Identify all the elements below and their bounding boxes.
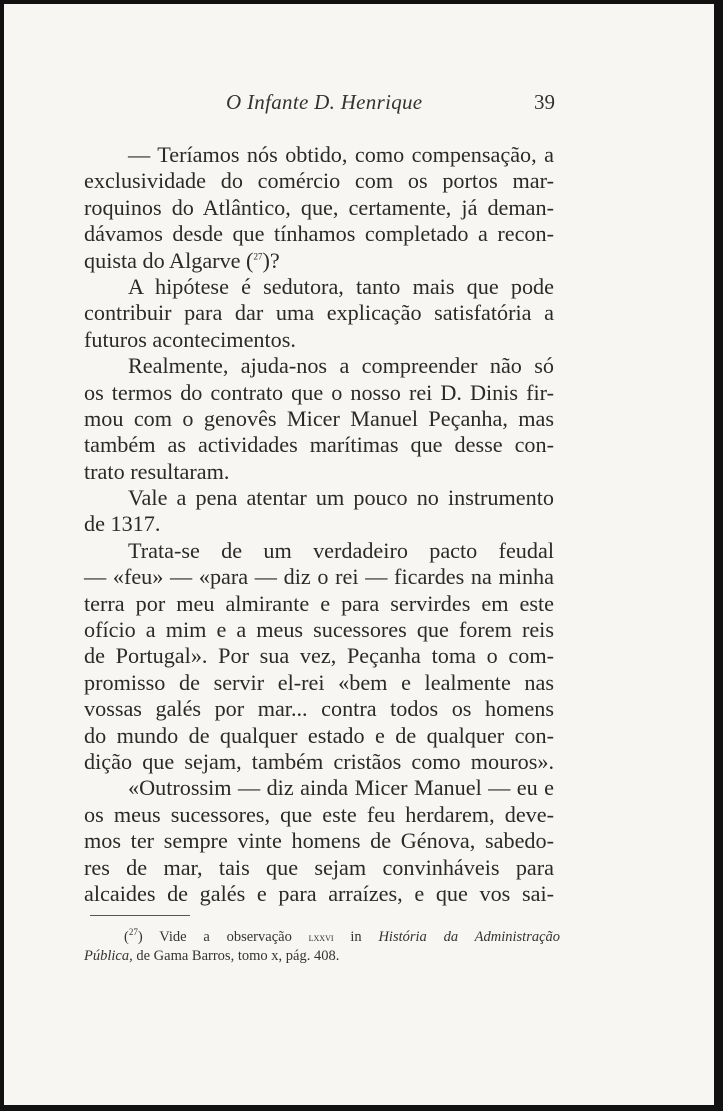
text-line: exclusividade do comércio com os portos mar- — [84, 168, 554, 194]
text-line: contribuir para dar uma explicação satisfatória a — [84, 300, 554, 326]
text-line: dávamos desde que tínhamos completado a recon- — [84, 221, 554, 247]
text-line: vossas galés por mar... contra todos os homens — [84, 696, 554, 722]
text-line: res de mar, tais que sejam convinháveis para — [84, 854, 554, 880]
text-line: Realmente, ajuda-nos a compreender não só — [128, 353, 554, 379]
text-line-with-note — [84, 248, 554, 274]
text-line: de Portugal». Por sua vez, Peçanha toma o com- — [84, 643, 554, 669]
text-line: quista do Algarve ( — [84, 247, 254, 273]
footnote-divider — [90, 915, 190, 916]
footnote-text: de Gama Barros, tomo x, pág. 408. — [136, 948, 340, 964]
footnote-marker: ($^{27}$) — [124, 927, 143, 945]
page-header — [4, 90, 714, 118]
text-line: os termos do contrato que o nosso rei D. Dinis fir- — [84, 379, 554, 405]
footnote-work-title: Pública, — [84, 948, 133, 964]
text-line: mou com o genovês Micer Manuel Peçanha, mas — [84, 405, 554, 431]
text-line: mos ter sempre vinte homens de Génova, sabedo- — [84, 828, 554, 854]
text-line: terra por meu almirante e para servirdes em este — [84, 590, 554, 616]
text-line: ofício a mim e a meus sucessores que forem reis — [84, 617, 554, 643]
body-text — [84, 142, 554, 907]
text-line: alcaides de galés e para arraízes, e que vos sai- — [84, 880, 554, 906]
text-line: também as actividades marítimas que desse con- — [84, 432, 554, 458]
text-line: roquinos do Atlântico, que, certamente, já deman- — [84, 194, 554, 220]
text-line: de 1317. — [84, 511, 161, 537]
footnote-reference: 27 — [253, 251, 263, 262]
text-line: dição que sejam, também cristãos como mouros». — [84, 748, 554, 774]
text-line: — Teríamos nós obtido, como compensação, a — [128, 142, 554, 167]
text-line: trato resultaram. — [84, 458, 230, 484]
footnote-line — [84, 947, 560, 966]
running-title: O Infante D. Henrique — [226, 90, 423, 114]
footnote-roman-numeral: lxxvi — [308, 930, 334, 944]
text-line: do mundo de qualquer estado e de qualquer con- — [84, 722, 554, 748]
text-line: os meus sucessores, que este feu herdarem, deve- — [84, 801, 554, 827]
footnote-text: Vide a observação — [159, 929, 292, 945]
book-page — [4, 4, 714, 1105]
text-line: promisso de servir el-rei «bem e lealmente nas — [84, 669, 554, 695]
footnote-reference-tail: )? — [262, 247, 280, 273]
text-line: Vale a pena atentar um pouco no instrumento — [128, 485, 554, 511]
text-line: A hipótese é sedutora, tanto mais que pode — [128, 273, 554, 299]
footnote — [84, 928, 560, 966]
text-line: Trata-se de um verdadeiro pacto feudal — [128, 537, 554, 563]
text-line: — «feu» — «para — diz o rei — ficardes na minha — [84, 564, 554, 590]
text-line: «Outrossim — diz ainda Micer Manuel — eu e — [128, 775, 554, 801]
footnote-work-title: História da Administração — [378, 929, 561, 945]
text-line: futuros acontecimentos. — [84, 326, 296, 352]
footnote-line — [84, 928, 560, 947]
page-number: 39 — [534, 90, 555, 114]
footnote-text: in — [350, 929, 362, 945]
